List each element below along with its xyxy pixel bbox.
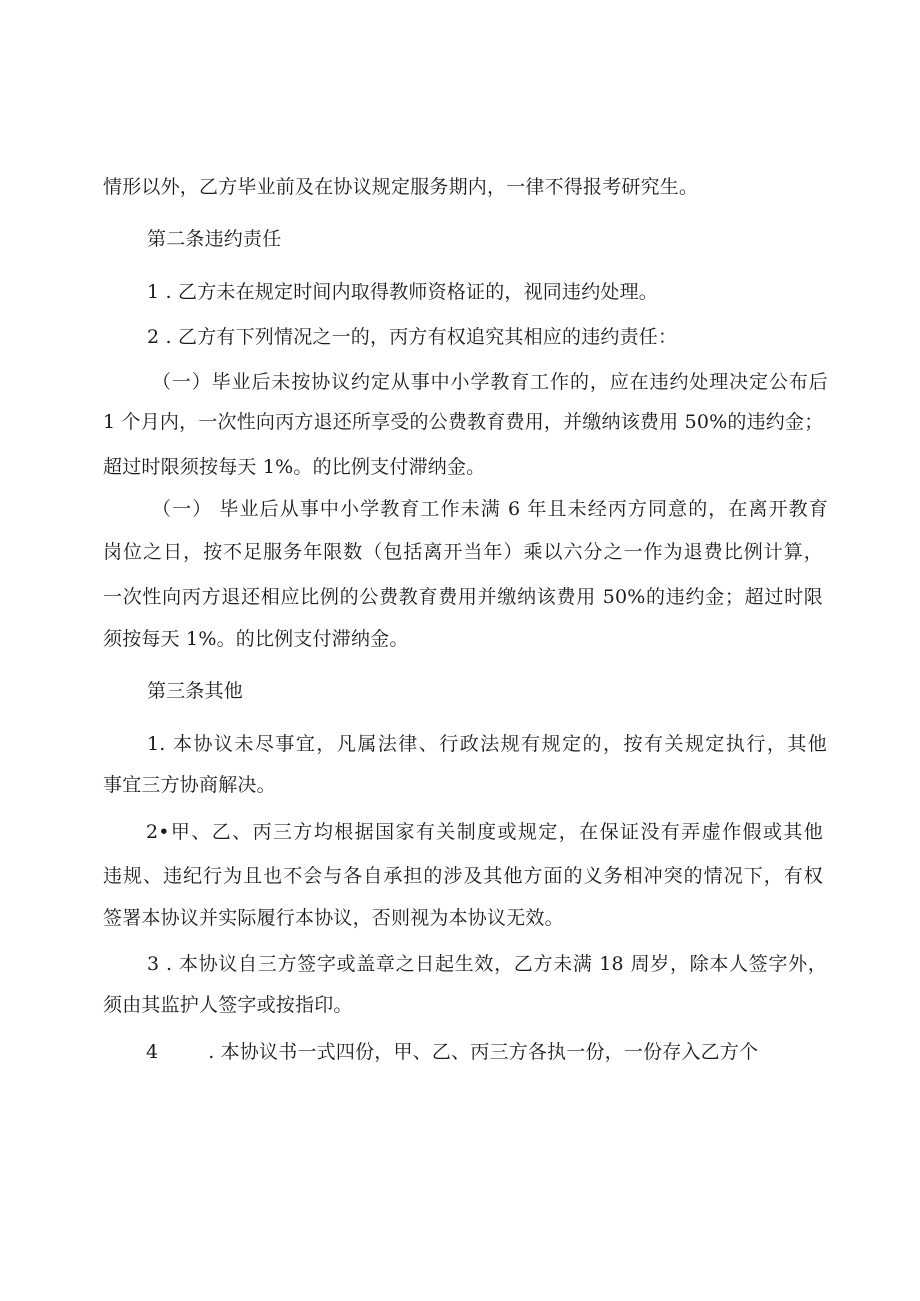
article-2-item-1: 1 . 乙方未在规定时间内取得教师资格证的，视同违约处理。 <box>147 281 659 303</box>
article-2-item-2-sub-2-line-4: 须按每天 1%。的比例支付滞纳金。 <box>103 628 409 650</box>
article-3-item-2-line-2: 违规、违纪行为且也不会与各自承担的涉及其他方面的义务相冲突的情况下，有权 <box>103 865 823 887</box>
paragraph-continuation-line: 情形以外，乙方毕业前及在协议规定服务期内，一律不得报考研究生。 <box>103 176 699 198</box>
article-3-item-2-line-1: 2•甲、乙、丙三方均根据国家有关制度或规定，在保证没有弄虚作假或其他 <box>146 821 823 843</box>
article-3-item-1-line-2: 事宜三方协商解决。 <box>103 774 276 796</box>
article-2-item-2-sub-1-line-1: （一）毕业后未按协议约定从事中小学教育工作的，应在违约处理决定公布后 <box>152 371 828 393</box>
article-2-heading: 第二条违约责任 <box>147 228 282 250</box>
article-3-item-3-line-1: 3 . 本协议自三方签字或盖章之日起生效，乙方未满 18 周岁，除本人签字外， <box>147 953 827 975</box>
article-2-item-2-sub-1-line-2: 1 个月内，一次性向丙方退还所享受的公费教育费用，并缴纳该费用 50%的违约金； <box>103 411 824 433</box>
article-3-item-4-line-1: 4 . 本协议书一式四份，甲、乙、丙三方各执一份，一份存入乙方个 <box>146 1041 759 1063</box>
article-2-item-2-sub-1-line-3: 超过时限须按每天 1%。的比例支付滞纳金。 <box>103 456 486 478</box>
article-2-item-2-sub-2-line-1: （一） 毕业后从事中小学教育工作未满 6 年且未经丙方同意的，在离开教育 <box>152 498 828 520</box>
article-3-item-2-line-3: 签署本协议并实际履行本协议，否则视为本协议无效。 <box>103 907 564 929</box>
article-3-item-1-line-1: 1. 本协议未尽事宜，凡属法律、行政法规有规定的，按有关规定执行，其他 <box>147 733 827 755</box>
article-2-item-2-sub-2-line-2: 岗位之日，按不足服务年限数（包括离开当年）乘以六分之一作为退费比例计算， <box>103 541 823 563</box>
article-2-item-2: 2 . 乙方有下列情况之一的，丙方有权追究其相应的违约责任： <box>147 326 678 348</box>
article-3-heading: 第三条其他 <box>147 680 244 702</box>
article-3-item-3-line-2: 须由其监护人签字或按指印。 <box>103 994 353 1016</box>
article-2-item-2-sub-2-line-3: 一次性向丙方退还相应比例的公费教育费用并缴纳该费用 50%的违约金；超过时限 <box>103 586 823 608</box>
